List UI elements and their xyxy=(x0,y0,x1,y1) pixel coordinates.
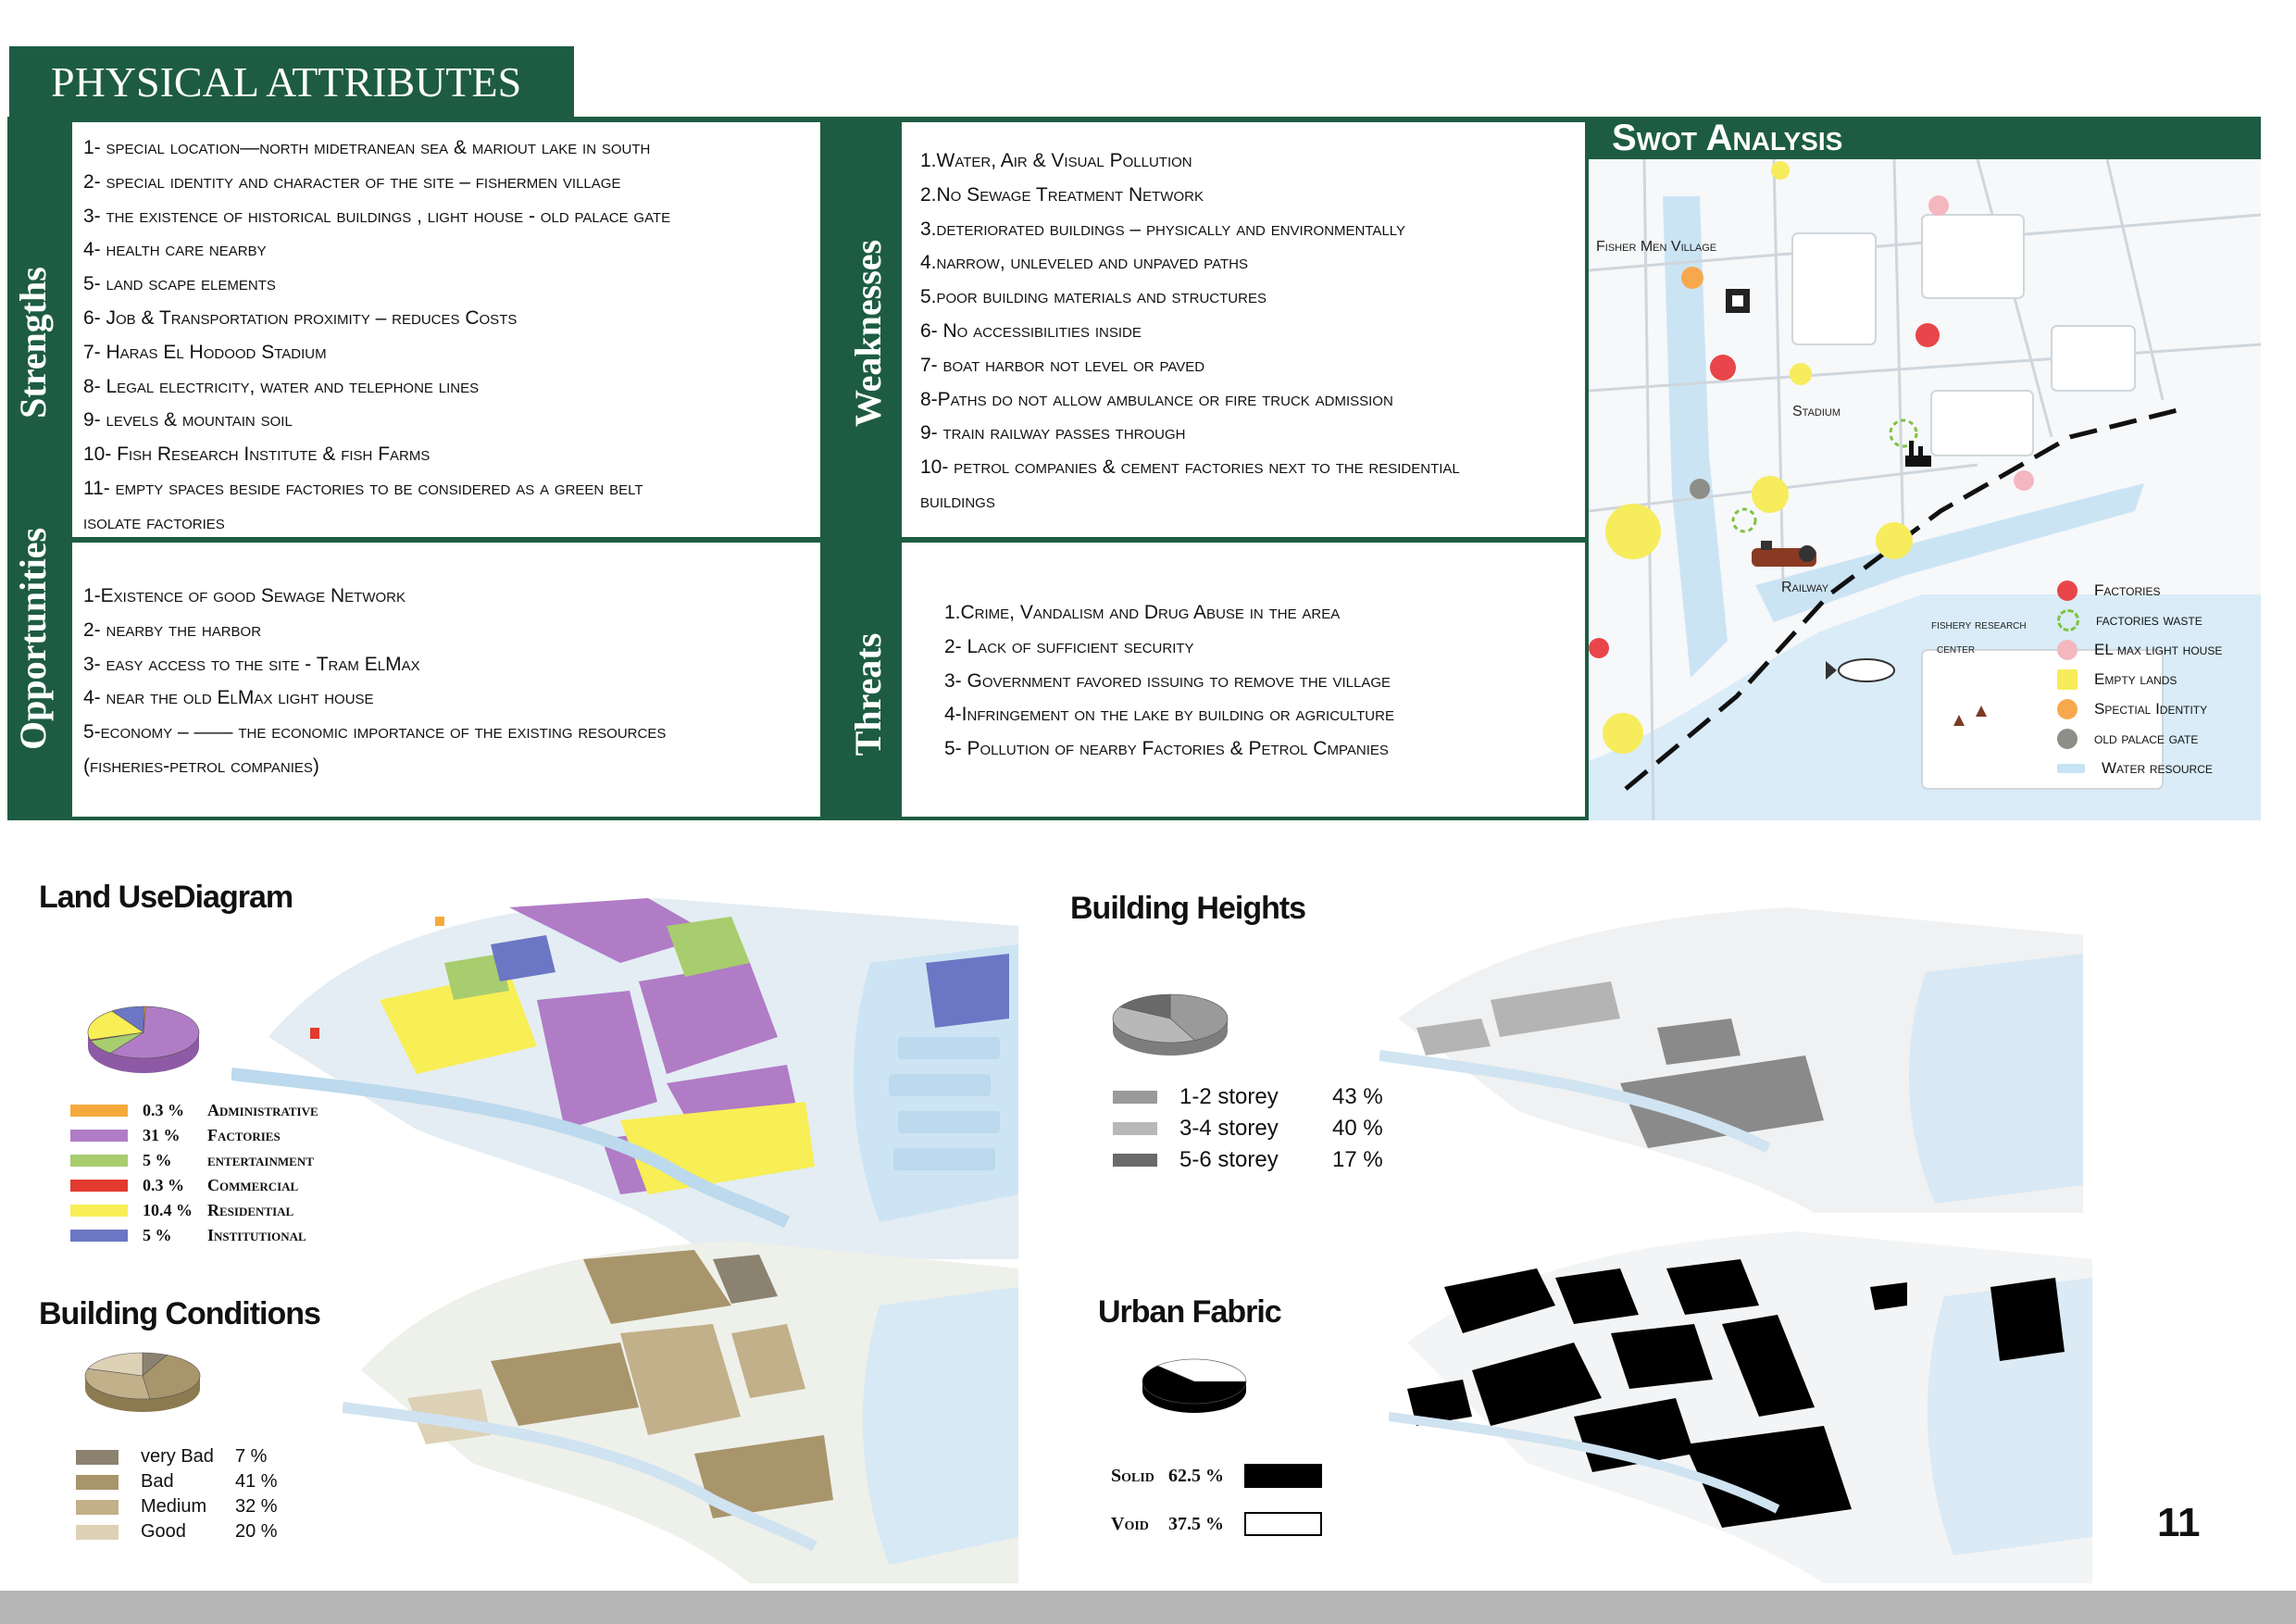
land-use-map xyxy=(231,889,1018,1259)
weaknesses-item: 4.narrow, unleveled and unpaved paths xyxy=(920,252,1248,274)
map-label-fishery-2: center xyxy=(1937,641,1976,656)
legend-swatch xyxy=(1244,1512,1322,1536)
strengths-item: 2- special identity and character of the site – fishermen village xyxy=(83,170,621,193)
urban-fabric-map xyxy=(1389,1231,2092,1583)
legend-label: Void xyxy=(1111,1513,1149,1534)
legend-percent: 0.3 % xyxy=(143,1101,184,1119)
map-label-fishermen: Fisher Men Village xyxy=(1596,239,1717,255)
legend-label: Factories xyxy=(207,1126,281,1144)
legend-label: Residential xyxy=(207,1201,294,1219)
legend-swatch xyxy=(70,1130,128,1142)
legend-swatch xyxy=(1113,1091,1157,1104)
weaknesses-item: buildings xyxy=(920,490,995,512)
strengths-box xyxy=(72,122,820,537)
legend-percent: 37.5 % xyxy=(1168,1513,1224,1534)
legend-percent: 41 % xyxy=(235,1471,278,1492)
legend-percent: 0.3 % xyxy=(143,1176,184,1194)
legend-percent: 40 % xyxy=(1332,1116,1383,1141)
legend-swatch xyxy=(70,1155,128,1167)
weaknesses-item: 9- train railway passes through xyxy=(920,422,1186,444)
urban-fabric-legend-item xyxy=(1111,1500,1322,1548)
building-conditions-legend xyxy=(76,1444,278,1544)
building-heights-legend-item xyxy=(1113,1113,1383,1144)
legend-percent: 32 % xyxy=(235,1496,278,1517)
urban-fabric-title: Urban Fabric xyxy=(1098,1294,1281,1330)
legend-label: very Bad xyxy=(141,1446,214,1467)
weaknesses-list xyxy=(920,144,1585,519)
legend-swatch xyxy=(1113,1122,1157,1135)
weaknesses-item: 6- No accessibilities inside xyxy=(920,319,1142,342)
building-conditions-map xyxy=(343,1231,1018,1583)
threats-item: 2- Lack of sufficient security xyxy=(944,635,1194,657)
strengths-item: 6- Job & Transportation proximity – reduces Costs xyxy=(83,306,518,329)
urban-fabric-pie xyxy=(1135,1344,1250,1422)
threats-label: Threats xyxy=(846,632,889,756)
legend-swatch xyxy=(70,1205,128,1217)
legend-label: Institutional xyxy=(207,1226,306,1244)
threats-box xyxy=(902,543,1585,817)
weaknesses-label: Weaknesses xyxy=(846,239,889,428)
swot-legend-label: Empty lands xyxy=(2094,670,2177,688)
legend-label: Administrative xyxy=(207,1101,318,1119)
weaknesses-item: 3.deteriorated buildings – physically and environmentally xyxy=(920,218,1406,240)
opportunities-item: (fisheries-petrol companies) xyxy=(83,755,319,777)
weaknesses-item: 5.poor building materials and structures xyxy=(920,286,1267,308)
swot-legend-label: Water resource xyxy=(2102,759,2213,777)
building-heights-title: Building Heights xyxy=(1070,891,1306,926)
legend-percent: 20 % xyxy=(235,1521,278,1542)
building-heights-map xyxy=(1379,907,2083,1213)
threats-list xyxy=(944,596,1585,767)
legend-label: Medium xyxy=(141,1496,207,1517)
building-heights-legend-item xyxy=(1113,1144,1383,1176)
strengths-label: Strengths xyxy=(11,267,54,418)
swot-legend-label: old palace gate xyxy=(2094,730,2199,747)
threats-item: 1.Crime, Vandalism and Drug Abuse in the area xyxy=(944,602,1341,623)
legend-label: Good xyxy=(141,1521,186,1542)
swot-legend-label: Factories xyxy=(2094,581,2161,599)
building-conditions-legend-item xyxy=(76,1519,278,1544)
strengths-item: 4- health care nearby xyxy=(83,239,267,261)
strengths-item: 8- Legal electricity, water and telephone lines xyxy=(83,375,480,397)
legend-marker-icon xyxy=(2057,669,2078,690)
building-conditions-pie xyxy=(80,1343,206,1417)
legend-swatch xyxy=(70,1180,128,1192)
strengths-item: 1- special location—north midetranean sea & mariout lake in south xyxy=(83,137,651,158)
legend-label: 5-6 storey xyxy=(1179,1147,1279,1172)
swot-legend-item xyxy=(2057,635,2261,665)
legend-swatch xyxy=(1244,1464,1322,1488)
page-number: 11 xyxy=(2157,1500,2201,1545)
legend-swatch xyxy=(76,1500,119,1515)
strengths-item: 7- Haras El Hodood Stadium xyxy=(83,341,327,363)
legend-percent: 17 % xyxy=(1332,1147,1383,1172)
weaknesses-item: 10- petrol companies & cement factories next to the residential xyxy=(920,456,1460,479)
opportunities-label: Opportunities xyxy=(11,527,54,751)
opportunities-list xyxy=(83,580,820,784)
land-use-title: Land UseDiagram xyxy=(39,880,293,915)
swot-analysis-title: Swot Analysis xyxy=(1589,117,2261,159)
swot-legend-item xyxy=(2057,694,2261,724)
legend-label: 1-2 storey xyxy=(1179,1084,1279,1109)
weaknesses-item: 8-Paths do not allow ambulance or fire truck admission xyxy=(920,388,1393,410)
legend-percent: 31 % xyxy=(143,1126,181,1144)
swot-legend-item xyxy=(2057,576,2261,606)
building-conditions-title: Building Conditions xyxy=(39,1296,320,1331)
legend-marker-icon xyxy=(2057,764,2085,773)
opportunities-box xyxy=(72,543,820,817)
building-conditions-legend-item xyxy=(76,1469,278,1494)
legend-swatch xyxy=(76,1450,119,1465)
strengths-list xyxy=(83,131,820,541)
legend-percent: 7 % xyxy=(235,1446,268,1467)
legend-label: Bad xyxy=(141,1471,174,1492)
legend-marker-icon xyxy=(2057,699,2078,719)
threats-item: 4-Infringement on the lake by building or agriculture xyxy=(944,704,1394,726)
legend-swatch xyxy=(1113,1154,1157,1167)
swot-legend-label: factories waste xyxy=(2096,611,2202,629)
threats-item: 5- Pollution of nearby Factories & Petrol Cmpanies xyxy=(944,738,1389,760)
legend-label: 3-4 storey xyxy=(1179,1116,1279,1141)
legend-percent: 10.4 % xyxy=(143,1201,193,1219)
weaknesses-item: 7- boat harbor not level or paved xyxy=(920,354,1205,376)
opportunities-item: 3- easy access to the site - Tram ElMax xyxy=(83,653,420,675)
swot-map-legend xyxy=(2057,576,2261,783)
legend-percent: 43 % xyxy=(1332,1084,1383,1109)
weaknesses-item: 1.Water, Air & Visual Pollution xyxy=(920,150,1192,171)
building-heights-pie xyxy=(1107,983,1233,1061)
legend-percent: 5 % xyxy=(143,1151,172,1169)
strengths-item: 5- land scape elements xyxy=(83,273,276,295)
legend-label: Solid xyxy=(1111,1465,1154,1486)
weaknesses-item: 2.No Sewage Treatment Network xyxy=(920,183,1204,206)
strengths-item: 9- levels & mountain soil xyxy=(83,409,293,431)
map-label-fishery-1: fishery research xyxy=(1931,617,2027,631)
land-use-pie xyxy=(83,995,204,1079)
legend-marker-icon xyxy=(2057,640,2078,660)
urban-fabric-legend xyxy=(1111,1452,1322,1548)
legend-label: entertainment xyxy=(207,1151,314,1169)
legend-marker-icon xyxy=(2057,729,2078,749)
strengths-item: 11- empty spaces beside factories to be considered as a green belt xyxy=(83,477,643,499)
strengths-item: 3- the existence of historical buildings , light house - old palace gate xyxy=(83,205,671,227)
opportunities-item: 5-economy – —— the economic importance of the existing resources xyxy=(83,721,667,743)
legend-swatch xyxy=(76,1475,119,1490)
building-heights-legend-item xyxy=(1113,1081,1383,1113)
legend-swatch xyxy=(76,1525,119,1540)
legend-percent: 62.5 % xyxy=(1168,1465,1224,1486)
swot-legend-item xyxy=(2057,754,2261,783)
swot-legend-item xyxy=(2057,606,2261,635)
opportunities-item: 2- nearby the harbor xyxy=(83,618,262,641)
urban-fabric-legend-item xyxy=(1111,1452,1322,1500)
opportunities-item: 4- near the old ElMax light house xyxy=(83,687,374,709)
legend-marker-icon xyxy=(2057,609,2079,631)
footer-bar xyxy=(0,1591,2296,1624)
legend-swatch xyxy=(70,1230,128,1242)
weaknesses-box xyxy=(902,122,1585,537)
legend-marker-icon xyxy=(2057,581,2078,601)
swot-legend-item xyxy=(2057,724,2261,754)
building-conditions-legend-item xyxy=(76,1494,278,1519)
threats-item: 3- Government favored issuing to remove the village xyxy=(944,669,1391,692)
building-heights-legend xyxy=(1113,1081,1383,1176)
map-label-stadium: Stadium xyxy=(1792,404,1841,419)
swot-legend-label: EL max light house xyxy=(2094,641,2223,658)
map-label-railway: Railway xyxy=(1781,580,1829,595)
swot-map xyxy=(1589,159,2261,820)
legend-percent: 5 % xyxy=(143,1226,172,1244)
page-title: PHYSICAL ATTRIBUTES xyxy=(9,46,574,119)
strengths-item: 10- Fish Research Institute & fish Farms xyxy=(83,443,430,466)
strengths-item: isolate factories xyxy=(83,511,225,533)
legend-label: Commercial xyxy=(207,1176,299,1194)
swot-legend-item xyxy=(2057,665,2261,694)
swot-legend-label: Spectial Identity xyxy=(2094,700,2208,718)
building-conditions-legend-item xyxy=(76,1444,278,1469)
legend-swatch xyxy=(70,1105,128,1117)
opportunities-item: 1-Existence of good Sewage Network xyxy=(83,585,406,606)
